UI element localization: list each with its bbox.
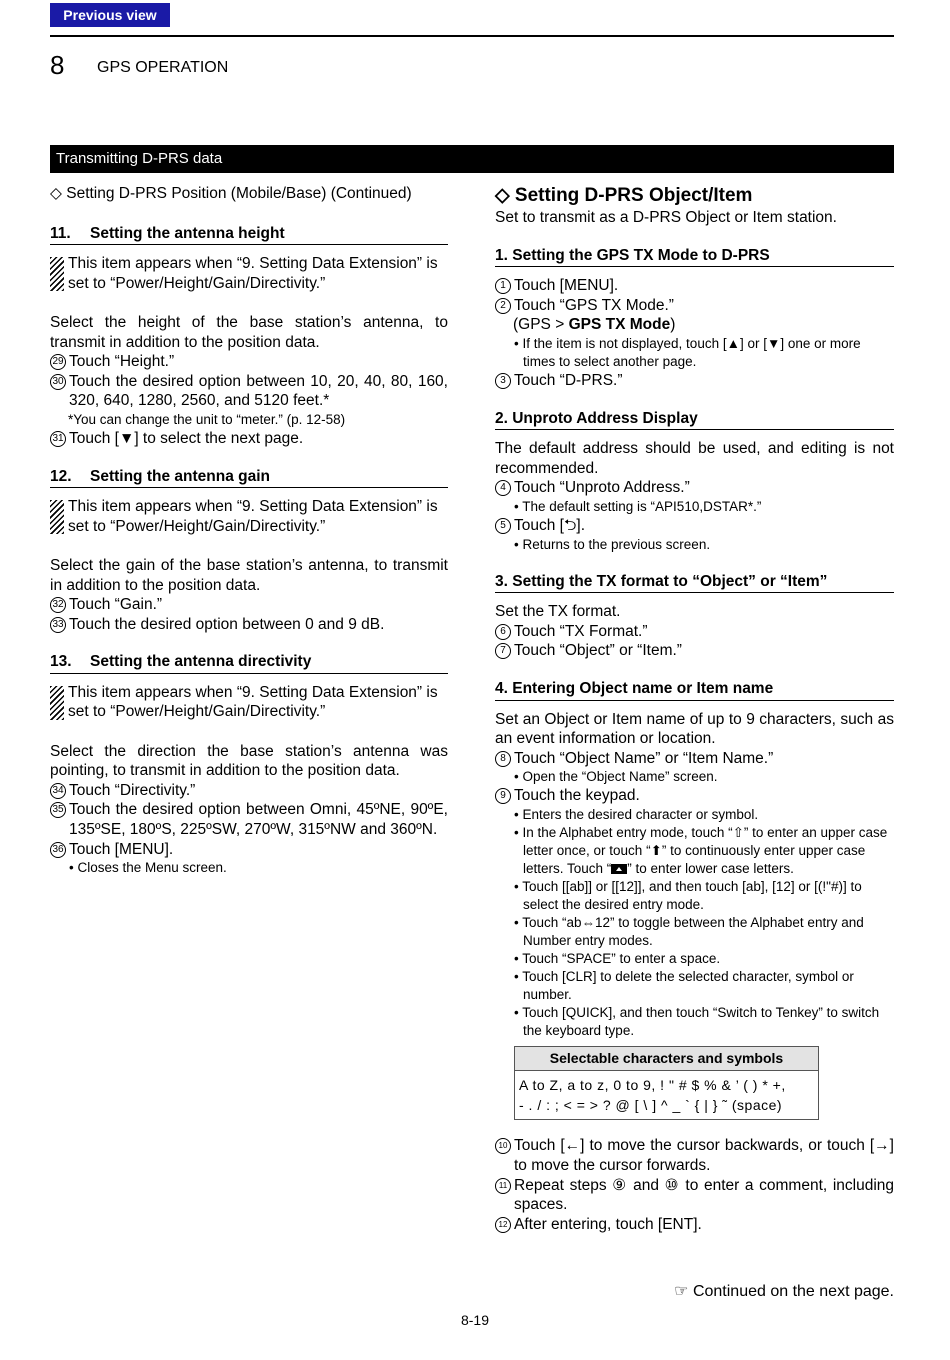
step-7: 7 Touch “Object” or “Item.” — [495, 641, 894, 661]
page-number: 8-19 — [460, 1312, 490, 1328]
subheading-antenna-gain: 12. Setting the antenna gain — [50, 467, 448, 489]
paragraph: Set the TX format. — [495, 603, 621, 621]
bullet: • Closes the Menu screen. — [69, 860, 227, 876]
note-hatch-icon — [50, 500, 64, 534]
lowercase-key-icon — [611, 864, 627, 874]
right-column — [495, 184, 894, 1234]
step-1: 1 Touch [MENU]. — [495, 276, 894, 296]
subheading-unproto: 2. Unproto Address Display — [495, 409, 894, 431]
menu-path: (GPS > GPS TX Mode) — [513, 316, 676, 334]
step-6: 6 Touch “TX Format.” — [495, 622, 894, 642]
subheading-tx-format: 3. Setting the TX format to “Object” or “Item” — [495, 572, 894, 594]
paragraph: Select the gain of the base station’s antenna, to transmit in addition to the position data. — [50, 556, 448, 594]
bullet: • Returns to the previous screen. — [514, 536, 711, 552]
step-9: 9 Touch the keypad. — [495, 786, 894, 806]
step-8: 8 Touch “Object Name” or “Item Name.” — [495, 749, 894, 769]
subheading-antenna-height: 11. Setting the antenna height — [50, 224, 448, 246]
bullet: • Enters the desired character or symbol. — [514, 806, 759, 822]
step-12: 12 After entering, touch [ENT]. — [495, 1215, 894, 1235]
step-10: 10 Touch [←] to move the cursor backwards, or touch [→] to move the cursor forwards. — [495, 1136, 894, 1175]
paragraph: Select the direction the base station’s antenna was pointing, to transmit in addition to the position data. — [50, 742, 448, 780]
step-34: 34 Touch “Directivity.” — [50, 781, 448, 801]
bullet: • Touch “SPACE” to enter a space. — [514, 950, 721, 966]
step-35: 35 Touch the desired option between Omni, 45ºNE, 90ºE, 135ºSE, 180ºS, 225ºSW, 270ºW, 315ºNW and 360ºN. — [50, 800, 448, 839]
step-29: 29 Touch “Height.” — [50, 352, 448, 372]
paragraph: Set an Object or Item name of up to 9 characters, such as an event information or location. — [495, 710, 894, 748]
continued-heading: ◇ Setting D-PRS Position (Mobile/Base) (Continued) — [50, 185, 412, 202]
step-5: 5 Touch [⮌]. — [495, 516, 894, 536]
bullet: • In the Alphabet entry mode, touch “⇧” to enter an upper case letter once, or touch “⬆” to continuously enter upper case letters. Touch “ ” to enter lower case letters. — [514, 824, 888, 876]
chapter-number: 8 — [50, 50, 65, 80]
step-3: 3 Touch “D-PRS.” — [495, 371, 894, 391]
note: This item appears when “9. Setting Data Extension” is set to “Power/Height/Gain/Directivity.” — [50, 254, 448, 293]
subheading-object-name: 4. Entering Object name or Item name — [495, 679, 894, 701]
continued-note: ☞ Continued on the next page. — [674, 1283, 894, 1300]
step-32: 32 Touch “Gain.” — [50, 595, 448, 615]
diamond-icon: ◇ — [50, 185, 67, 202]
note: This item appears when “9. Setting Data Extension” is set to “Power/Height/Gain/Directivity.” — [50, 683, 448, 722]
object-item-heading: ◇ Setting D-PRS Object/Item — [495, 185, 753, 206]
step-33: 33 Touch the desired option between 0 and 9 dB. — [50, 615, 448, 635]
paragraph: The default address should be used, and editing is not recommended. — [495, 440, 894, 477]
step-4: 4 Touch “Unproto Address.” — [495, 478, 894, 498]
subheading-gps-tx-mode: 1. Setting the GPS TX Mode to D-PRS — [495, 246, 894, 268]
chapter-title: GPS OPERATION — [97, 59, 229, 76]
note-hatch-icon — [50, 257, 64, 291]
step-30: 30 Touch the desired option between 10, 20, 40, 80, 160, 320, 640, 1280, 2560, and 5120 feet.* — [50, 372, 448, 411]
diamond-icon: ◇ — [495, 185, 515, 206]
note: This item appears when “9. Setting Data Extension” is set to “Power/Height/Gain/Directivity.” — [50, 497, 448, 536]
step-36: 36 Touch [MENU]. — [50, 840, 448, 860]
bullet: • Touch [[ab]] or [[12]], and then touch [ab], [12] or [(!"#)] to select the desired entry mode. — [514, 878, 862, 912]
subheading-antenna-directivity: 13. Setting the antenna directivity — [50, 652, 448, 674]
previous-view-button[interactable]: Previous view — [50, 3, 170, 27]
paragraph: Select the height of the base station’s antenna, to transmit in addition to the position data. — [50, 313, 448, 351]
step-2: 2 Touch “GPS TX Mode.” — [495, 296, 894, 316]
step-11: 11 Repeat steps ⑨ and ⑩ to enter a comment, including spaces. — [495, 1176, 894, 1215]
step-31: 31 Touch [▼] to select the next page. — [50, 429, 448, 449]
table-header: Selectable characters and symbols — [515, 1046, 819, 1071]
bullet: • Touch [CLR] to delete the selected character, symbol or number. — [514, 968, 854, 1002]
bullet: • The default setting is “API510,DSTAR*.” — [514, 498, 762, 514]
bullet: • Touch “ab⇔12” to toggle between the Alphabet entry and Number entry modes. — [514, 914, 864, 948]
footnote: *You can change the unit to “meter.” (p. 12-58) — [68, 411, 346, 427]
bullet: • Open the “Object Name” screen. — [514, 769, 718, 785]
bullet: • Touch [QUICK], and then touch “Switch to Tenkey” to switch the keyboard type. — [514, 1004, 880, 1038]
table-cell: A to Z, a to z, 0 to 9, ! " # $ % & ’ ( ) * +, - . / : ; < = > ? @ [ \ ] ^ _ ` { | } ˜ (space) — [515, 1071, 819, 1120]
left-column — [50, 184, 448, 877]
note-hatch-icon — [50, 686, 64, 720]
section-title-bar: Transmitting D-PRS data — [50, 145, 894, 173]
header-rule — [50, 35, 894, 37]
bullet: • If the item is not displayed, touch [▲] or [▼] one or more times to select another page. — [514, 335, 861, 369]
selectable-characters-table — [514, 1046, 819, 1121]
paragraph: Set to transmit as a D-PRS Object or Item station. — [495, 209, 837, 226]
